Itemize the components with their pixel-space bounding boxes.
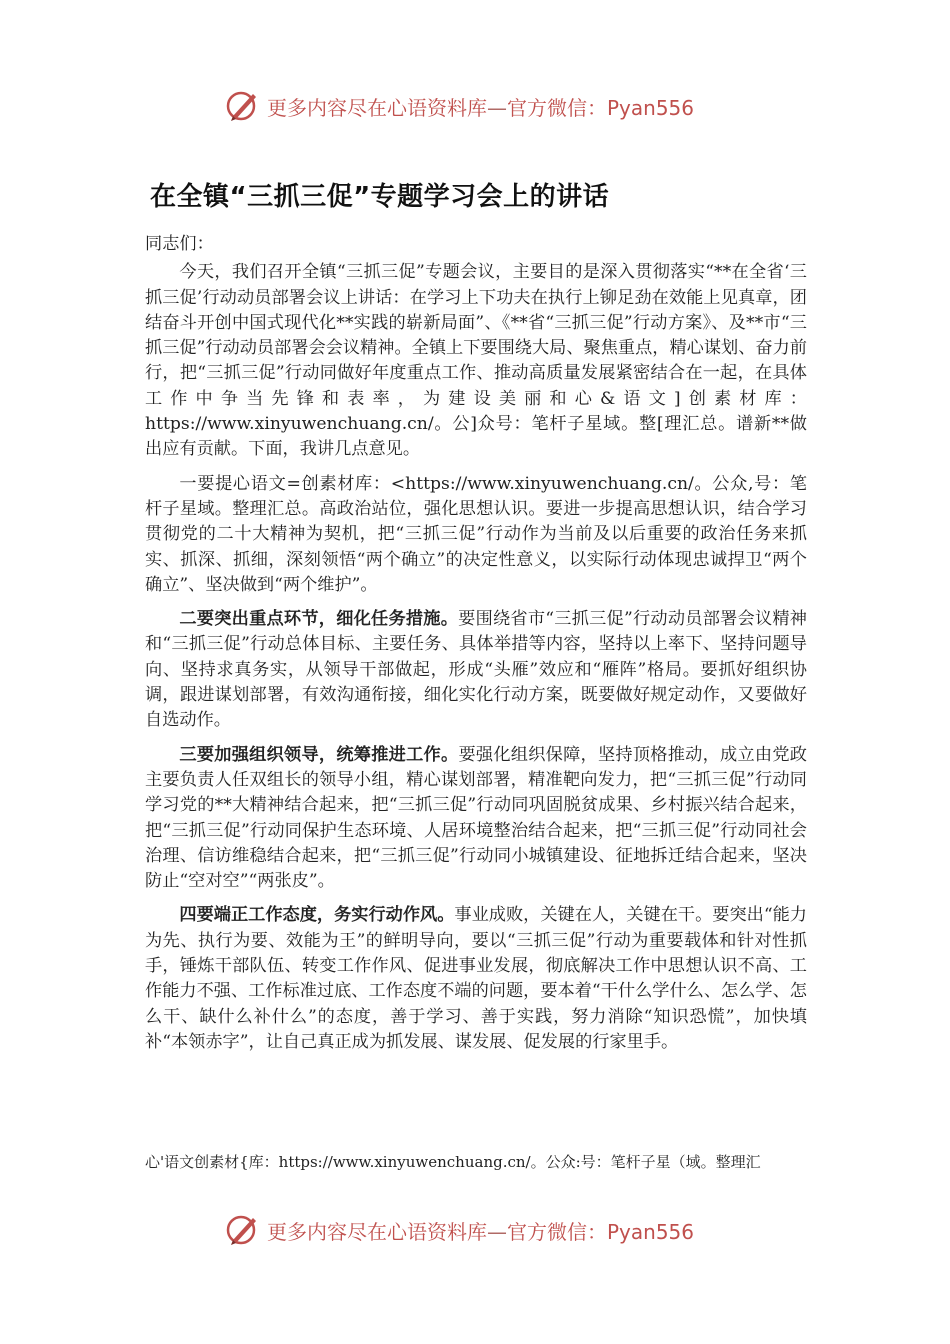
point-1-paragraph: 一要提心语文=创素材库：<https://www.xinyuwenchuang.cn/。公众,号：笔杆子星域。整理汇总。高政治站位，强化思想认识。要进一步提高思想认识，结合学习贯彻党的二十大精神为契机，把“三抓三促”行动作为当前及以后重要的政治任务来抓实、抓深、抓细，深刻领悟“两个确立”的决定性意义，以实际行动体现忠诚捍卫“两个确立”、坚决做到“两个维护”。 bbox=[145, 473, 807, 595]
greeting: 同志们： bbox=[145, 234, 214, 254]
point-2-body: 要围绕省市“三抓三促”行动动员部署会议精神和“三抓三促”行动总体目标、主要任务、具体举措等内容，坚持以上率下、坚持问题导向、坚持求真务实，从领导干部做起，形成“头雁”效应和“雁阵”格局。要抓好组织协调，跟进谋划部署，有效沟通衔接，细化实化行动方案，既要做好规定动作，又要做好自选动作。 bbox=[145, 609, 807, 731]
point-4-paragraph bbox=[145, 903, 807, 1055]
document-title: 在全镇“三抓三促”专题学习会上的讲话 bbox=[150, 182, 610, 212]
intro-paragraph: 今天，我们召开全镇“三抓三促”专题会议，主要目的是深入贯彻落实“**在全省‘三抓三促’行动动员部署会议上讲话：在学习上下功夫在执行上铆足劲在效能上见真章，团结奋斗开创中国式现代化**实践的崭新局面”、《**省“三抓三促”行动方案》、及**市“三抓三促”行动动员部署会会议精神。全镇上下要围绕大局、聚焦重点，精心谋划、奋力前行，把“三抓三促”行动同做好年度重点工作、推动高质量发展紧密结合在一起，在具体工作中争当先锋和表率，为建设美丽和心&语文]创素材库：https://www.xinyuwenchuang.cn/。公]众号：笔杆子星域。整[理汇总。谱新**做出应有贡献。下面，我讲几点意见。 bbox=[145, 262, 807, 460]
point-3-paragraph bbox=[145, 743, 807, 895]
header-banner bbox=[225, 86, 725, 126]
point-2-paragraph bbox=[145, 607, 807, 733]
point-4-body: 事业成败，关键在人，关键在干。要突出“能力为先、执行为要、效能为王”的鲜明导向，要以“三抓三促”行动为重要载体和针对性抓手，锤炼干部队伍、转变工作作风、促进事业发展，彻底解决工作中思想认识不高、工作能力不强、工作标准过底、工作态度不端的问题，要本着“干什么学什么、怎么学、怎么干、缺什么补什么”的态度，善于学习、善于实践，努力消除“知识恐慌”，加快填补“本领赤字”，让自己真正成为抓发展、谋发展、促发展的行家里手。 bbox=[145, 905, 807, 1052]
pen-logo-icon bbox=[225, 88, 261, 124]
footer-banner bbox=[225, 1210, 725, 1250]
pen-logo-icon bbox=[225, 1212, 261, 1248]
point-3-heading: 三要加强组织领导，统筹推进工作。 bbox=[179, 744, 459, 765]
footer-note: 心'语文创素材{库：https://www.xinyuwenchuang.cn/。公众:号：笔杆子星（域。整理汇 bbox=[145, 1153, 761, 1171]
banner-text: 更多内容尽在心语资料库—官方微信：Pyan556 bbox=[267, 95, 695, 120]
point-2-heading: 二要突出重点环节，细化任务措施。 bbox=[179, 609, 459, 630]
point-4-heading: 四要端正工作态度，务实行动作风。 bbox=[179, 905, 455, 926]
document-body bbox=[145, 232, 807, 1064]
banner-text: 更多内容尽在心语资料库—官方微信：Pyan556 bbox=[267, 1219, 695, 1244]
point-3-body: 要强化组织保障，坚持顶格推动，成立由党政主要负责人任双组长的领导小组，精心谋划部署，精准靶向发力，把“三抓三促”行动同学习党的**大精神结合起来，把“三抓三促”行动同巩固脱贫成果、乡村振兴结合起来，把“三抓三促”行动同保护生态环境、人居环境整治结合起来，把“三抓三促”行动同社会治理、信访维稳结合起来，把“三抓三促”行动同小城镇建设、征地拆迁结合起来，坚决防止“空对空”“两张皮”。 bbox=[145, 744, 807, 892]
